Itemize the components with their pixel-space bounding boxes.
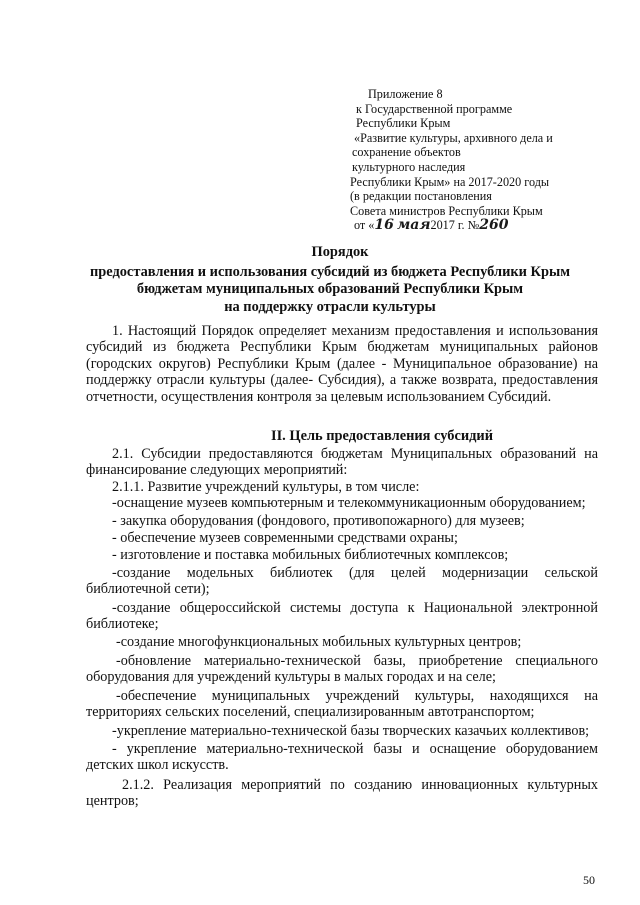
list-item: 2.1.2. Реализация мероприятий по созданию инновационных культурных центров;	[86, 776, 598, 810]
list-item: - обеспечение музеев современными средствами охраны;	[112, 530, 458, 547]
list-item: -создание общероссийской системы доступа к Национальной электронной библиотеке;	[86, 599, 598, 633]
appendix-line: сохранение объектов	[352, 145, 461, 160]
list-item: - закупка оборудования (фондового, противопожарного) для музеев;	[112, 512, 525, 529]
list-item: -создание многофункциональных мобильных культурных центров;	[116, 634, 522, 651]
list-item: - изготовление и поставка мобильных библиотечных комплексов;	[112, 547, 509, 564]
section-2-title: II. Цель предоставления субсидий	[270, 428, 493, 444]
page-number: 50	[583, 873, 595, 887]
appendix-line: Совета министров Республики Крым	[350, 203, 543, 218]
title-line: предоставления и использования субсидий из бюджета Республики Крым	[89, 263, 571, 280]
title-line: бюджетам муниципальных образований Республики Крым	[136, 281, 524, 298]
list-item: 2.1.1. Развитие учреждений культуры, в том числе:	[112, 478, 420, 495]
sig-year: 2017 г. №	[430, 218, 480, 233]
document-title	[80, 244, 580, 316]
list-item: -укрепление материально-технической базы творческих казачьих коллективов;	[112, 722, 590, 739]
appendix-line: Приложение 8	[368, 87, 443, 101]
appendix-line: «Развитие культуры, архивного дела и	[354, 130, 553, 145]
paragraph-1: 1. Настоящий Порядок определяет механизм предоставления и использования субсидий из бюджета Республики Крым бюджетам муниципальных районов (городских округов) Республики Крым (далее - Муниципальное образование) на поддержку отрасли культуры (далее- Субсидия), а также возврата, предоставления отчетности, осуществления контроля за целевым использованием Субсидий.	[86, 323, 598, 405]
title-line: Порядок	[311, 244, 369, 260]
appendix-line: к Государственной программе	[356, 101, 513, 116]
handwritten-day: 16	[374, 217, 394, 234]
list-item: -обновление материально-технической базы, приобретение специального оборудования для учреждений культуры в малых городах и на селе;	[86, 652, 598, 686]
appendix-line: Республики Крым» на 2017-2020 годы	[350, 174, 550, 189]
appendix-line: культурного наследия	[352, 159, 466, 174]
appendix-line: Республики Крым	[356, 116, 451, 131]
paragraph-1-block	[86, 323, 598, 405]
list-item: -создание модельных библиотек (для целей модернизации сельской библиотечной сети);	[86, 564, 598, 598]
list-item: - укрепление материально-технической базы и оснащение оборудованием детских школ искусств.	[86, 740, 598, 774]
list-item: 2.1. Субсидии предоставляются бюджетам Муниципальных образований на финансирование следующих мероприятий:	[86, 446, 598, 479]
appendix-block	[348, 87, 608, 233]
handwritten-number: 260	[479, 217, 509, 234]
section-2-body	[86, 446, 598, 810]
title-line: на поддержку отрасли культуры	[224, 298, 436, 315]
appendix-signature-line	[348, 218, 608, 233]
handwritten-month: мая	[396, 217, 431, 234]
list-item: -оснащение музеев компьютерным и телекоммуникационным оборудованием;	[112, 495, 586, 512]
sig-prefix: от «	[354, 218, 375, 233]
section-2-heading	[86, 428, 598, 445]
appendix-line: (в редакции постановления	[350, 189, 492, 204]
list-item: -обеспечение муниципальных учреждений культуры, находящихся на территориях сельских поселений, специализированным автотранспортом;	[86, 687, 598, 721]
